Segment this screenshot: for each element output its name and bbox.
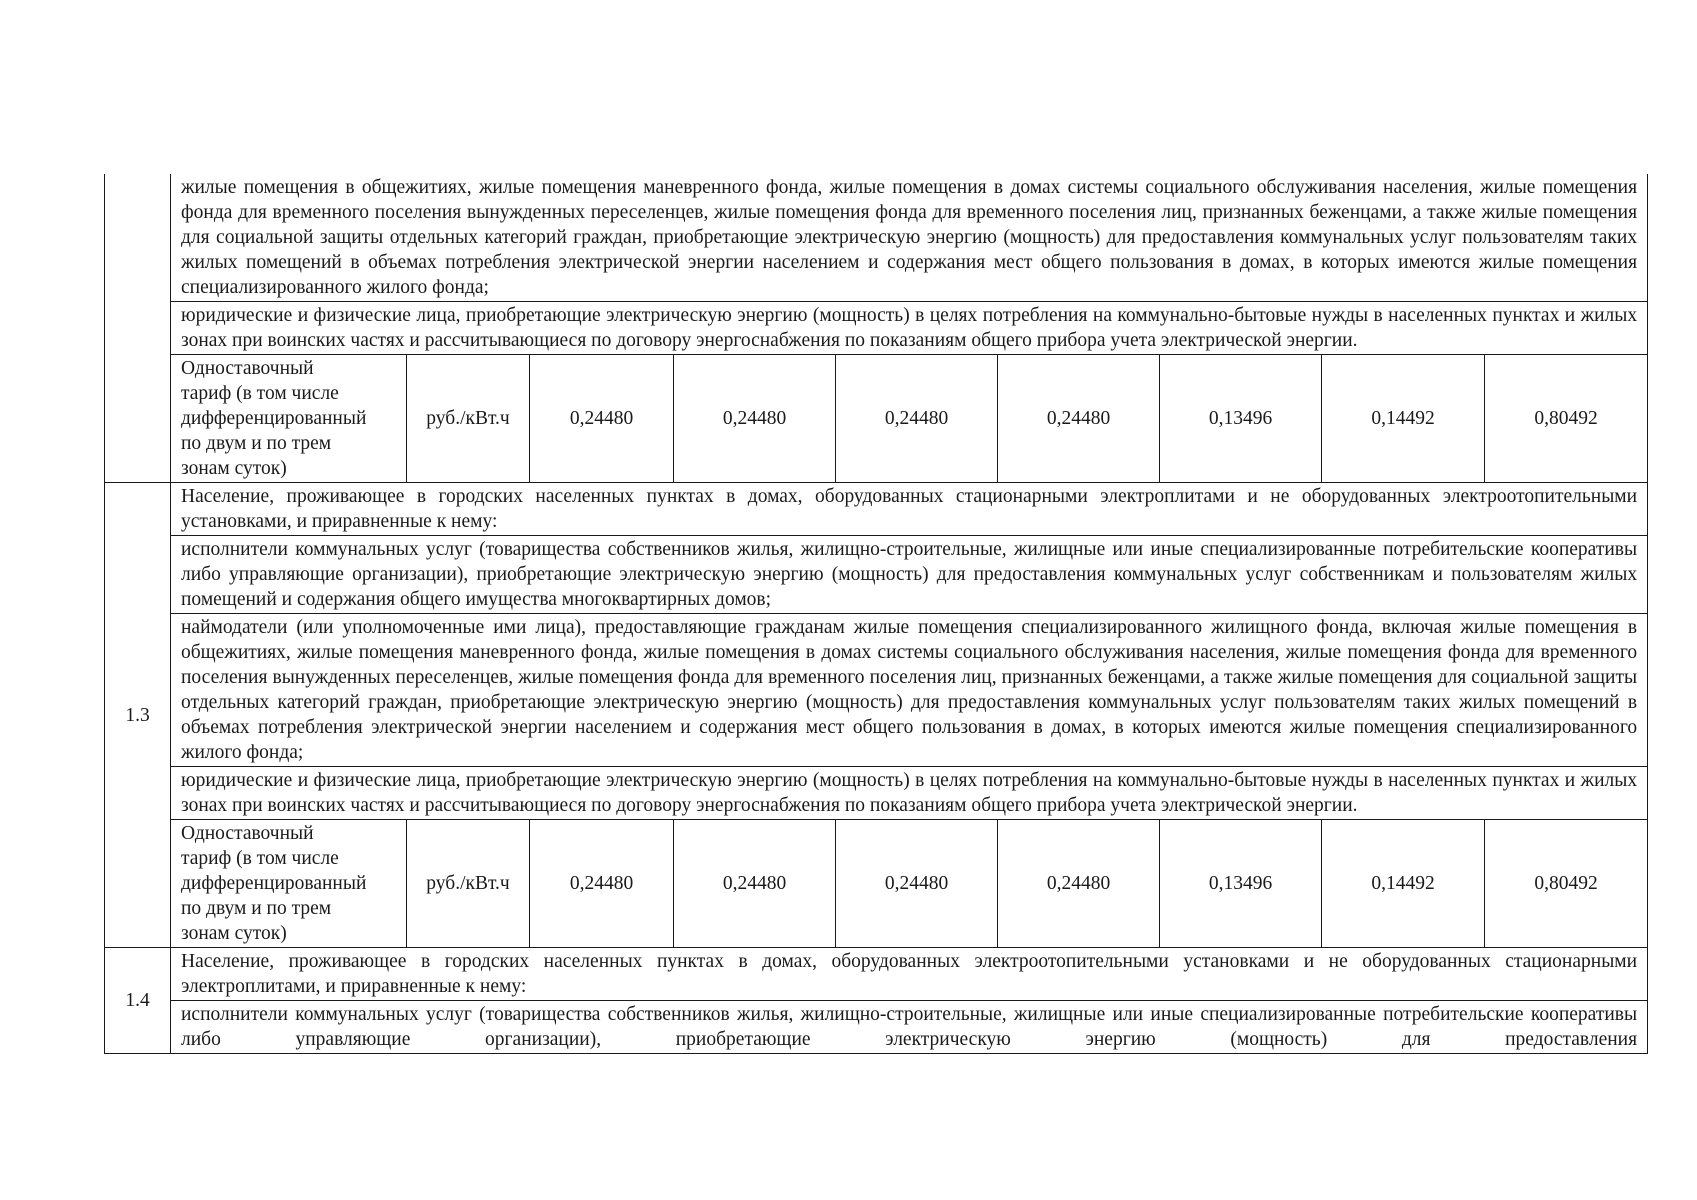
table-row (105, 614, 1648, 767)
consumer-category-text: жилые помещения в общежитиях, жилые помещения маневренного фонда, жилые помещения в домах системы социального обслуживания населения, жилые помещения фонда для временного поселения вынужденных переселенцев, жилые помещения фонда для временного поселения лиц, признанных беженцами, а также жилые помещения для социальной защиты отдельных категорий граждан, приобретающие электрическую энергию (мощность) для предоставления коммунальных услуг пользователям таких жилых помещений в объемах потребления электрической энергии населением и содержания мест общего пользования в домах, в которых имеются жилые помещения специализированного жилого фонда; (171, 174, 1648, 302)
consumer-category-text: наймодатели (или уполномоченные ими лица), предоставляющие гражданам жилые помещения специализированного жилищного фонда, включая жилые помещения в общежитиях, жилые помещения маневренного фонда, жилые помещения в домах системы социального обслуживания населения, жилые помещения фонда для временного поселения вынужденных переселенцев, жилые помещения фонда для временного поселения лиц, признанных беженцами, а также жилые помещения для социальной защиты отдельных категорий граждан, приобретающие электрическую энергию (мощность) для предоставления коммунальных услуг пользователям таких жилых помещений в объемах потребления электрической энергии населением и содержания мест общего пользования в домах, в которых имеются жилые помещения специализированного жилого фонда; (171, 614, 1648, 767)
tariff-label-line: дифференцированный (181, 408, 367, 429)
table-row (105, 536, 1648, 614)
row-index-cell: 1.3 (105, 483, 171, 948)
tariff-value: 0,24480 (836, 820, 998, 948)
tariff-label-line: зонам суток) (181, 923, 287, 944)
tariff-value: 0,24480 (998, 820, 1160, 948)
unit-cell: руб./кВт.ч (407, 355, 530, 483)
tariff-table (104, 174, 1648, 1054)
tariff-label (171, 820, 407, 948)
row-index-cell (105, 174, 171, 483)
table-row (105, 1001, 1648, 1054)
tariff-label (171, 355, 407, 483)
section-heading-text: Население, проживающее в городских населенных пунктах в домах, оборудованных электроотопительными установками и не оборудованных стационарными электроплитами, и приравненные к нему: (171, 948, 1648, 1001)
tariff-value: 0,13496 (1160, 820, 1322, 948)
tariff-label-line: зонам суток) (181, 458, 287, 479)
tariff-label-line: по двум и по трем (181, 898, 332, 919)
table-row (105, 948, 1648, 1001)
tariff-row (105, 355, 1648, 483)
tariff-label-line: Одноставочный (181, 823, 314, 844)
table-row (105, 302, 1648, 355)
tariff-value: 0,24480 (674, 355, 836, 483)
consumer-category-text: исполнители коммунальных услуг (товарищества собственников жилья, жилищно-строительные, жилищные или иные специализированные потребительские кооперативы либо управляющие организации), приобретающие электрическую энергию (мощность) для предоставления (171, 1001, 1648, 1054)
tariff-label-line: тариф (в том числе (181, 848, 339, 869)
consumer-category-text: юридические и физические лица, приобретающие электрическую энергию (мощность) в целях потребления на коммунально-бытовые нужды в населенных пунктах и жилых зонах при воинских частях и рассчитывающиеся по договору энергоснабжения по показаниям общего прибора учета электрической энергии. (171, 767, 1648, 820)
tariff-value: 0,14492 (1322, 355, 1485, 483)
tariff-value: 0,24480 (530, 355, 674, 483)
unit-cell: руб./кВт.ч (407, 820, 530, 948)
consumer-category-text: исполнители коммунальных услуг (товарищества собственников жилья, жилищно-строительные, жилищные или иные специализированные потребительские кооперативы либо управляющие организации), приобретающие электрическую энергию (мощность) для предоставления коммунальных услуг собственникам и пользователям жилых помещений и содержания общего имущества многоквартирных домов; (171, 536, 1648, 614)
tariff-value: 0,24480 (836, 355, 998, 483)
tariff-value: 0,13496 (1160, 355, 1322, 483)
tariff-value: 0,24480 (998, 355, 1160, 483)
table-row (105, 174, 1648, 302)
tariff-label-line: Одноставочный (181, 358, 314, 379)
tariff-document-page (104, 174, 1638, 1054)
tariff-row (105, 820, 1648, 948)
tariff-value: 0,14492 (1322, 820, 1485, 948)
table-row (105, 483, 1648, 536)
section-heading-text: Население, проживающее в городских населенных пунктах в домах, оборудованных стационарными электроплитами и не оборудованных электроотопительными установками, и приравненные к нему: (171, 483, 1648, 536)
tariff-value: 0,80492 (1485, 820, 1648, 948)
row-index-cell: 1.4 (105, 948, 171, 1054)
tariff-value: 0,80492 (1485, 355, 1648, 483)
tariff-value: 0,24480 (674, 820, 836, 948)
table-row (105, 767, 1648, 820)
tariff-label-line: тариф (в том числе (181, 383, 339, 404)
tariff-value: 0,24480 (530, 820, 674, 948)
tariff-label-line: дифференцированный (181, 873, 367, 894)
consumer-category-text: юридические и физические лица, приобретающие электрическую энергию (мощность) в целях потребления на коммунально-бытовые нужды в населенных пунктах и жилых зонах при воинских частях и рассчитывающиеся по договору энергоснабжения по показаниям общего прибора учета электрической энергии. (171, 302, 1648, 355)
tariff-label-line: по двум и по трем (181, 433, 332, 454)
